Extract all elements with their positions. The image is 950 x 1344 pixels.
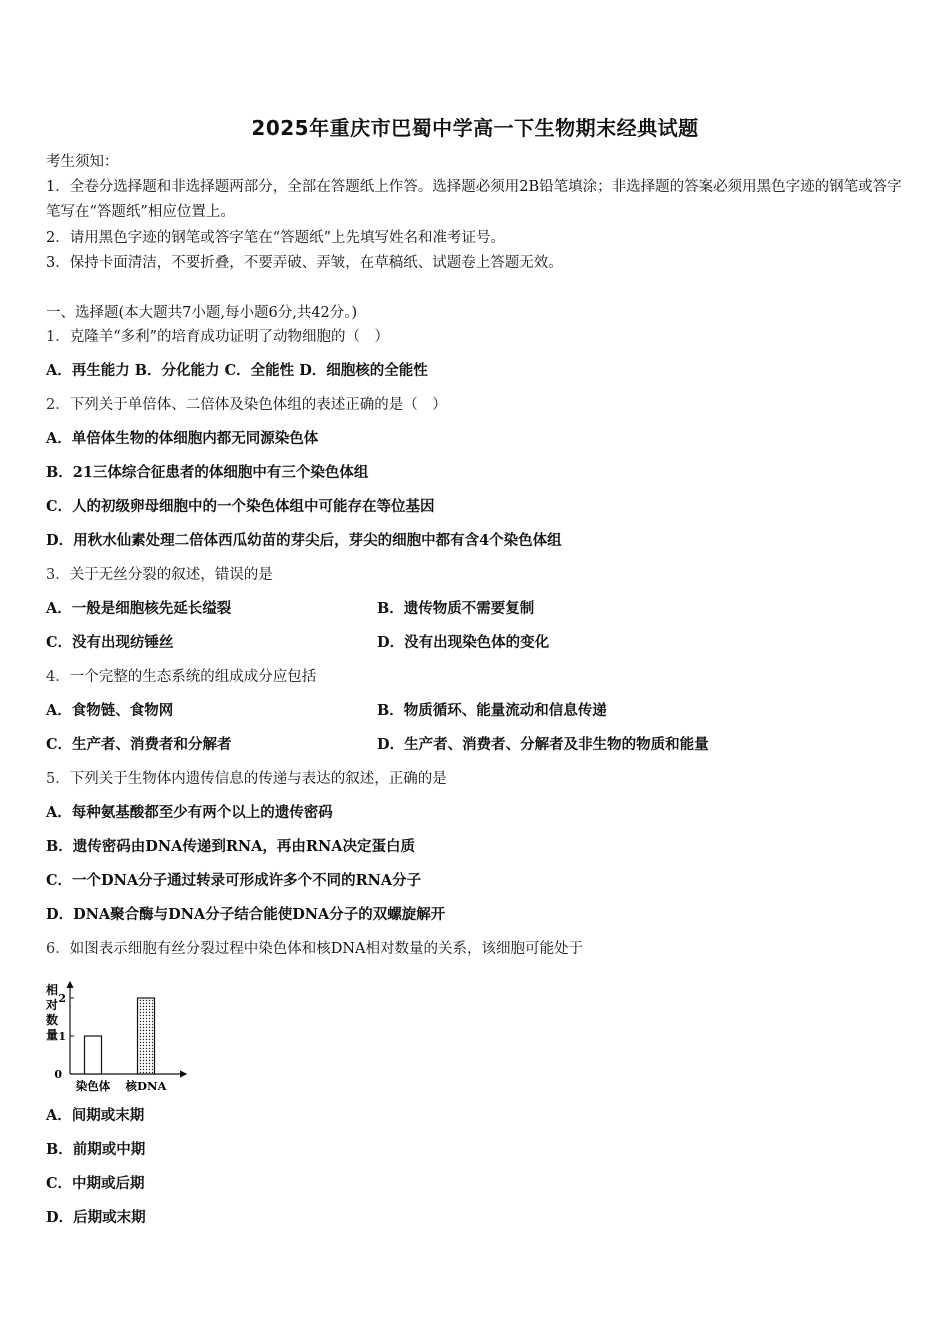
y-axis-label-char: 数 <box>45 1013 59 1027</box>
q4-option-d: D．生产者、消费者、分解者及非生物的物质和能量 <box>377 736 709 753</box>
y-tick-label: 0 <box>54 1068 62 1081</box>
q4-option-c: C．生产者、消费者和分解者 <box>46 736 232 753</box>
question-1 <box>46 327 389 347</box>
notice-item-1: 1．全卷分选择题和非选择题两部分，全部在答题纸上作答。选择题必须用2B铅笔填涂；非选择题的答案必须用黑色字迹的钢笔或答字笔写在“答题纸”相应位置上。 <box>46 179 902 220</box>
q1-options: A．再生能力 B．分化能力 C．全能性 D．细胞核的全能性 <box>46 362 428 379</box>
notice-item-2: 2．请用黑色字迹的钢笔或答字笔在“答题纸”上先填写姓名和准考证号。 <box>46 230 506 246</box>
y-axis-label-char: 相 <box>45 983 59 997</box>
q6-option-a: A．间期或末期 <box>46 1107 145 1124</box>
question-stem: 下列关于单倍体、二倍体及染色体组的表述正确的是（ ） <box>69 397 447 413</box>
question-3 <box>46 565 273 585</box>
question-2 <box>46 395 447 415</box>
bar-nuclear-dna <box>138 998 155 1074</box>
x-category-label: 染色体 <box>75 1079 111 1093</box>
q2-option-b: B．21三体综合征患者的体细胞中有三个染色体组 <box>46 464 369 481</box>
q5-option-d: D．DNA聚合酶与DNA分子结合能使DNA分子的双螺旋解开 <box>46 906 446 923</box>
q5-option-c: C．一个DNA分子通过转录可形成许多个不同的RNA分子 <box>46 872 422 889</box>
y-axis-label-char: 对 <box>45 998 59 1012</box>
y-axis-label-char: 量 <box>45 1028 59 1042</box>
section-heading: 一、选择题(本大题共7小题,每小题6分,共42分。) <box>46 305 358 321</box>
question-number: 6． <box>46 941 70 957</box>
q3-option-b: B．遗传物质不需要复制 <box>377 600 535 617</box>
question-number: 2． <box>46 397 70 413</box>
page-title: 2025年重庆市巴蜀中学高一下生物期末经典试题 <box>251 116 699 140</box>
x-category-label: 核DNA <box>125 1079 167 1093</box>
bar-chart <box>40 978 200 1098</box>
y-tick-label: 1 <box>58 1030 66 1043</box>
y-axis-label <box>45 982 58 1042</box>
q6-option-b: B．前期或中期 <box>46 1141 146 1158</box>
question-number: 1． <box>46 329 70 345</box>
question-stem: 如图表示细胞有丝分裂过程中染色体和核DNA相对数量的关系，该细胞可能处于 <box>69 941 584 957</box>
question-number: 5． <box>46 771 70 787</box>
question-stem: 一个完整的生态系统的组成成分应包括 <box>69 669 317 685</box>
q3-option-d: D．没有出现染色体的变化 <box>377 634 550 651</box>
q5-option-b: B．遗传密码由DNA传递到RNA，再由RNA决定蛋白质 <box>46 838 415 855</box>
question-number: 3． <box>46 567 70 583</box>
y-tick-label: 2 <box>58 992 66 1005</box>
q6-option-d: D．后期或末期 <box>46 1209 146 1226</box>
q2-option-d: D．用秋水仙素处理二倍体西瓜幼苗的芽尖后，芽尖的细胞中都有含4个染色体组 <box>46 532 562 549</box>
notice-heading: 考生须知： <box>46 154 119 170</box>
q6-option-c: C．中期或后期 <box>46 1175 145 1192</box>
q4-option-b: B．物质循环、能量流动和信息传递 <box>377 702 607 719</box>
question-4 <box>46 667 316 687</box>
q2-option-a: A．单倍体生物的体细胞内都无同源染色体 <box>46 430 319 447</box>
notice-item-3: 3．保持卡面清洁，不要折叠，不要弄破、弄皱，在草稿纸、试题卷上答题无效。 <box>46 255 563 271</box>
question-number: 4． <box>46 669 70 685</box>
question-stem: 克隆羊“多利”的培育成功证明了动物细胞的（ ） <box>69 329 390 345</box>
question-stem: 关于无丝分裂的叙述，错误的是 <box>69 567 273 583</box>
q3-option-a: A．一般是细胞核先延长缢裂 <box>46 600 232 617</box>
q2-option-c: C．人的初级卵母细胞中的一个染色体组中可能存在等位基因 <box>46 498 435 515</box>
bar-chromosome <box>85 1036 102 1074</box>
question-5 <box>46 769 447 789</box>
question-stem: 下列关于生物体内遗传信息的传递与表达的叙述，正确的是 <box>69 771 447 787</box>
q3-option-c: C．没有出现纺锤丝 <box>46 634 174 651</box>
q4-option-a: A．食物链、食物网 <box>46 702 174 719</box>
question-6 <box>46 939 583 959</box>
q5-option-a: A．每种氨基酸都至少有两个以上的遗传密码 <box>46 804 333 821</box>
